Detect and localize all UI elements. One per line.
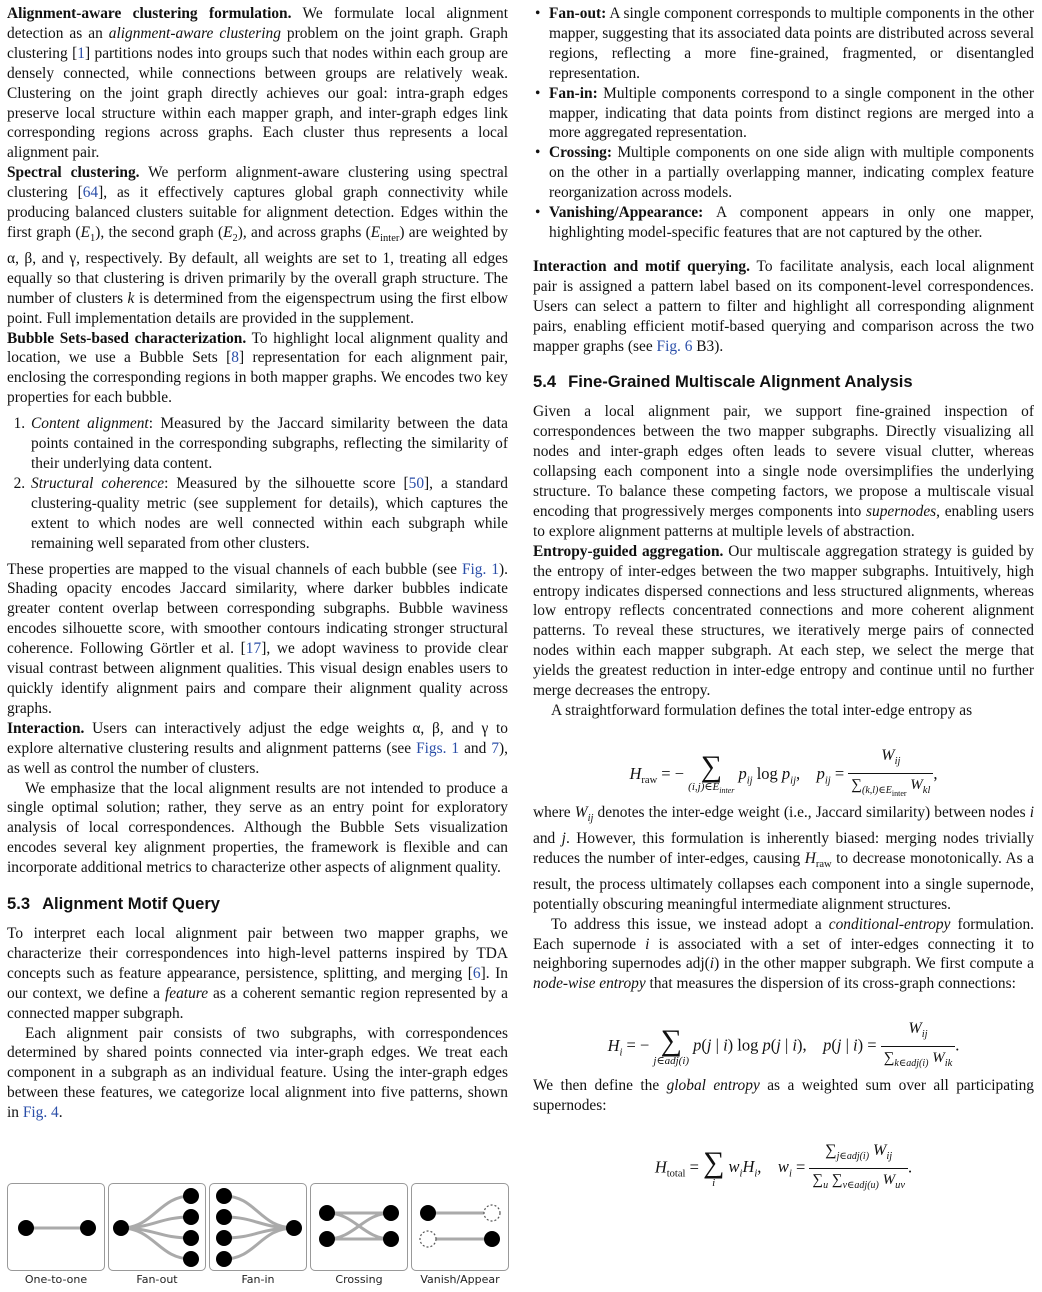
text: ] representation for each alignment pair, enclosing the corresponding regions in both mapper graphs. We encodes two key properties for each bubble. bbox=[7, 349, 508, 407]
text: formulation. Each supernode bbox=[533, 915, 1034, 953]
text: ], a standard clustering-quality metric (see supplement for details), which captures the extent to which nodes are well connected within each subgraph while remaining well separated from other clusters. bbox=[31, 474, 508, 552]
node bbox=[183, 1251, 199, 1267]
text: To address this issue, we instead adopt a bbox=[551, 915, 829, 933]
text: as a weighted sum over all participating supernodes: bbox=[533, 1077, 1034, 1115]
citation-link[interactable]: 6 bbox=[472, 964, 481, 982]
paragraph-entropy-guided bbox=[533, 542, 1034, 701]
node bbox=[183, 1230, 199, 1246]
text: ] partitions nodes into groups such that nodes within each group are densely connected, while connections between groups are relatively weak. Clustering on the joint graph directly achieves our goal: intra-graph edges preserve local structure within each mapper graph, and inter-graph edges link corresponding regions across graphs. Each cluster thus represents a local alignment pair. bbox=[7, 44, 508, 162]
text: where bbox=[533, 803, 575, 821]
node bbox=[216, 1230, 232, 1246]
paragraph-visual-channels bbox=[7, 560, 508, 719]
math: k bbox=[127, 289, 135, 307]
equation-h-raw: $H_{raw}$ = − ∑ $(i,j)\in E_{inter}$ $p_{ij}$ $\log p_{ij}$, $p_{ij}$ = $\frac{W_{ij}}{\sum_{(k,l)\in E_{inter}} W_{kl}}$ , bbox=[629, 746, 938, 799]
text: ), and across graphs ( bbox=[237, 223, 371, 241]
one-to-one-diagram bbox=[8, 1184, 104, 1270]
text: is determined from the eigenspectrum using the first elbow point. Full implementation details are provided in the supplement. bbox=[7, 289, 508, 327]
text: A component appears in only one mapper, highlighting model-specific features that are not captured by the other. bbox=[549, 204, 1034, 241]
panel-fan-out bbox=[108, 1183, 206, 1271]
figure-link[interactable]: Figs. 1 bbox=[416, 739, 460, 757]
node bbox=[383, 1205, 399, 1221]
math: E bbox=[223, 223, 233, 241]
node bbox=[216, 1188, 232, 1204]
node bbox=[319, 1205, 335, 1221]
bullet-item bbox=[549, 4, 1034, 84]
edge bbox=[121, 1217, 191, 1228]
emphasis: Content alignment bbox=[31, 415, 149, 433]
list-item bbox=[29, 414, 508, 474]
panel-label: One-to-one bbox=[24, 1273, 88, 1286]
citation-link[interactable]: 17 bbox=[245, 640, 262, 658]
text: To facilitate analysis, each local alignment pair is assigned a pattern label based on its component-level correspondences. Users can select a pattern to filter and highlight all corresponding alignment pairs, enabling efficient motif-based querying and comparison across the two mapper graphs (see bbox=[533, 257, 1034, 355]
text: Our multiscale aggregation strategy is guided by the entropy of inter-edges between the two mapper subgraphs. Intuitively, high entropy indicates dispersed connections and less structured alignments, whereas low entropy reflects concentrated connections and more coherent alignment patterns. To reveal these structures, we iteratively merge pairs of connected nodes within each mapper subgraph. At each step, we select the merge that yields the greatest reduction in inter-edge entropy and continue until no further merge decreases the entropy. bbox=[533, 542, 1034, 700]
paragraph-bubble-sets bbox=[7, 329, 508, 409]
figure-link[interactable]: Fig. 6 bbox=[656, 337, 693, 355]
bullet-head: Crossing: bbox=[549, 144, 612, 162]
text: B3). bbox=[692, 337, 724, 355]
paragraph-where bbox=[533, 803, 1034, 915]
node bbox=[80, 1220, 96, 1236]
text: and bbox=[533, 829, 562, 847]
math: H bbox=[804, 849, 816, 867]
text: These properties are mapped to the visual channels of each bubble (see bbox=[7, 560, 462, 578]
paragraph-spectral-clustering bbox=[7, 163, 508, 328]
text: ) are weighted by α, β, and γ, respectively. By default, all weights are set to 1, treating all edges equally so that clustering is driven primarily by the overall graph structure. The number of clusters bbox=[7, 223, 508, 307]
paragraph-emphasize: We emphasize that the local alignment results are not intended to produce a single optimal solution; rather, they serve as an entry point for exploratory analysis of local correspondences. Although the Bubble Sets visualization encodes several key alignment properties, the framework is flexible and can incorporate additional metrics to characterize other aspects of alignment quality. bbox=[7, 779, 508, 877]
bullet-item bbox=[549, 143, 1034, 203]
emphasis: Structural coherence bbox=[31, 474, 165, 492]
crossing-diagram bbox=[311, 1184, 407, 1270]
text: ], as it effectively captures global graph connectivity while producing balanced clusters suitable for alignment detection. Edges within the first graph ( bbox=[7, 184, 508, 241]
paragraph-motif-querying bbox=[533, 257, 1034, 357]
math-sub: inter bbox=[380, 233, 400, 245]
citation-link[interactable]: 8 bbox=[231, 349, 239, 367]
section-title: Fine-Grained Multiscale Alignment Analysis bbox=[568, 372, 913, 392]
text: , enabling users to explore alignment patterns at multiple levels of abstraction. bbox=[533, 502, 1035, 540]
edge bbox=[224, 1217, 294, 1228]
node bbox=[216, 1251, 232, 1267]
run-in-heading: Interaction. bbox=[7, 719, 85, 737]
missing-node bbox=[484, 1205, 500, 1221]
text: Users can interactively adjust the edge weights α, β, and γ to explore alternative clustering results and alignment patterns (see bbox=[7, 719, 508, 757]
node bbox=[319, 1231, 335, 1247]
text: We perform alignment-aware clustering using spectral clustering [ bbox=[7, 164, 508, 202]
text: ], we adopt waviness to provide clear visual contrast between alignment qualities. This visual design enables users to quickly identify alignment pairs and compare their alignment quality across graphs. bbox=[7, 640, 508, 717]
paragraph-fine-grained bbox=[533, 402, 1034, 541]
panel-vanish-appear bbox=[411, 1183, 509, 1271]
text: To highlight local alignment quality and location, we use a Bubble Sets [ bbox=[7, 329, 508, 367]
bullet-head: Fan-in: bbox=[549, 84, 598, 102]
paragraph-alignment-pair bbox=[7, 1024, 508, 1124]
bullet-head: Vanishing/Appearance: bbox=[549, 204, 704, 222]
text: Given a local alignment pair, we support fine-grained inspection of correspondences between the two mapper subgraphs. Directly visualizing all nodes and inter-graph edges often leads to severe visual clutter, whereas collapsing each component into a single node oversimplifies the underlying structure. To balance these competing factors, we propose a multiscale visual encoding that progressively merges components into bbox=[533, 403, 1034, 520]
section-heading-5-4 bbox=[533, 372, 1034, 392]
text: and bbox=[459, 739, 492, 757]
motif-figure bbox=[7, 1183, 509, 1288]
vanish-appear-diagram bbox=[412, 1184, 508, 1270]
paragraph-motif-intro bbox=[7, 924, 508, 1024]
text: A single component corresponds to multiple components in the other mapper, suggesting that its associated data points are distributed across several regions, reflecting a more fine-grained, fragmented, or disentangled representation. bbox=[549, 5, 1034, 82]
text: that measures the dispersion of its cross-graph connections: bbox=[645, 975, 1016, 993]
panel-label: Fan-out bbox=[136, 1273, 178, 1286]
bullet-item bbox=[549, 203, 1034, 243]
pattern-bullet-list bbox=[533, 4, 1034, 243]
text: . However, this formulation is inherently biased: merging nodes trivially reduces the number of inter-edges, causing bbox=[533, 829, 1034, 867]
text: ). Shading opacity encodes Jaccard similarity, where darker bubbles indicate greater content overlap between corresponding subgraphs. Bubble waviness encodes silhouette score, with smoother contours indicating stronger structural coherence. Following Görtler et al. [ bbox=[7, 560, 509, 658]
panel-fan-in bbox=[209, 1183, 307, 1271]
section-number: 5.4 bbox=[533, 372, 557, 392]
paragraph-straightforward: A straightforward formulation defines the total inter-edge entropy as bbox=[551, 702, 973, 719]
text: to decrease monotonically. As a result, the process ultimately collapses each component into a single supernode, potentially obscuring meaningful intermediate alignment structures. bbox=[533, 849, 1034, 913]
node bbox=[18, 1220, 34, 1236]
text: Multiple components on one side align with multiple components on the other in a partially overlapping manner, indicating complex feature reorganization across models. bbox=[549, 144, 1034, 202]
panel-label: Vanish/Appear bbox=[420, 1273, 500, 1286]
run-in-heading: Alignment-aware clustering formulation. bbox=[7, 5, 292, 22]
emphasis: supernodes bbox=[866, 502, 937, 520]
run-in-heading: Bubble Sets-based characterization. bbox=[7, 329, 247, 347]
text: We formulate local alignment detection as an bbox=[7, 5, 508, 42]
text: Each alignment pair consists of two subgraphs, with correspondences determined by shared points connected via inter-graph edges. We treat each component in a subgraph as an individual feature. Using the inter-graph edges between these features, we categorize local alignment into five patterns, shown in bbox=[7, 1024, 508, 1122]
node bbox=[183, 1209, 199, 1225]
text: ) in the other mapper subgraph. We first compute a bbox=[714, 955, 1034, 973]
node bbox=[286, 1220, 302, 1236]
emphasis: global entropy bbox=[666, 1077, 760, 1095]
text: problem on the joint graph. Graph clustering [ bbox=[7, 24, 508, 62]
math: i bbox=[1029, 803, 1034, 821]
text: as a coherent semantic region represented by a connected mapper subgraph. bbox=[7, 984, 508, 1022]
bullet-item bbox=[549, 84, 1034, 144]
edge bbox=[327, 1213, 391, 1239]
node bbox=[420, 1205, 436, 1221]
panel-label: Crossing bbox=[335, 1273, 383, 1286]
citation-link[interactable]: 50 bbox=[408, 474, 425, 492]
run-in-heading: Spectral clustering. bbox=[7, 164, 140, 182]
text: ), as well as control the number of clusters. bbox=[7, 739, 508, 777]
node bbox=[183, 1188, 199, 1204]
math: E bbox=[80, 223, 90, 241]
text: We then define the bbox=[533, 1077, 667, 1095]
list-item bbox=[29, 474, 508, 554]
emphasis: node-wise entropy bbox=[533, 975, 646, 993]
fan-out-diagram bbox=[109, 1184, 205, 1270]
text: is associated with a set of inter-edges connecting it to neighboring supernodes adj( bbox=[533, 935, 1034, 973]
node bbox=[113, 1220, 129, 1236]
panel-label: Fan-in bbox=[241, 1273, 275, 1286]
panel-crossing bbox=[310, 1183, 408, 1271]
paragraph-interaction bbox=[7, 719, 508, 779]
text: : Measured by the silhouette score [ bbox=[164, 474, 409, 492]
math-sub: 1 bbox=[89, 233, 96, 245]
figure-link[interactable]: Fig. 4 bbox=[22, 1104, 59, 1122]
right-column bbox=[533, 4, 1034, 1198]
left-column bbox=[7, 4, 508, 1123]
text: To interpret each local alignment pair between two mapper graphs, we characterize their correspondences into high-level patterns inspired by TDA concepts such as feature appearance, persistence, splitting, and merging [ bbox=[7, 925, 508, 982]
emphasis: conditional-entropy bbox=[828, 915, 951, 933]
paragraph-conditional-entropy bbox=[533, 915, 1034, 995]
text: ]. In our context, we define a bbox=[7, 964, 508, 1002]
emphasis: alignment-aware clustering bbox=[108, 24, 281, 42]
node bbox=[216, 1209, 232, 1225]
math: i bbox=[709, 955, 715, 973]
numbered-list bbox=[7, 414, 508, 553]
run-in-heading: Entropy-guided aggregation. bbox=[533, 542, 724, 560]
node bbox=[484, 1231, 500, 1247]
math: j bbox=[561, 829, 566, 847]
run-in-heading: Interaction and motif querying. bbox=[533, 257, 750, 275]
paragraph-global-entropy bbox=[533, 1076, 1034, 1116]
bullet-head: Fan-out: bbox=[549, 5, 607, 22]
missing-node bbox=[420, 1231, 436, 1247]
text: . bbox=[58, 1104, 63, 1122]
text: denotes the inter-edge weight (i.e., Jaccard similarity) between nodes bbox=[593, 803, 1030, 821]
section-heading-5-3 bbox=[7, 894, 508, 914]
node bbox=[383, 1231, 399, 1247]
section-number: 5.3 bbox=[7, 894, 31, 914]
math-sub: raw bbox=[815, 858, 832, 870]
math: E bbox=[370, 223, 381, 241]
paragraph-clustering-formulation bbox=[7, 4, 508, 163]
figure-link[interactable]: Fig. 1 bbox=[461, 560, 500, 578]
emphasis: feature bbox=[165, 984, 209, 1002]
citation-link[interactable]: 64 bbox=[82, 184, 99, 202]
text: : Measured by the Jaccard similarity between the data points contained in the corresponding subgraphs, reflecting the similarity of their underlying data content. bbox=[31, 415, 508, 473]
text: ), the second graph ( bbox=[95, 223, 224, 241]
figure-link[interactable]: 7 bbox=[491, 739, 500, 757]
equation-h-i: $H_i$ = − ∑ j∈adj(i) p(j | i) log p(j | i), p(j | i) = $\frac{W_{ij}}{\sum_{k\in adj(i)} W_{ik}}$ . bbox=[607, 1020, 960, 1070]
citation-link[interactable]: 1 bbox=[77, 44, 85, 62]
text: Multiple components correspond to a single component in the other mapper, indicating that data points from distinct regions are merged into a more aggregated representation. bbox=[549, 84, 1034, 142]
math-sub: 2 bbox=[232, 233, 238, 245]
panel-one-to-one bbox=[7, 1183, 105, 1271]
fan-in-diagram bbox=[210, 1184, 306, 1270]
math: $W_{ij}$ bbox=[574, 803, 594, 824]
equation-h-total: $H_{total}$ = ∑ i $w_iH_i$, $w_i$ = $\frac{\sum_{j\in adj(i)} W_{ij}}{\sum_u \sum_{v\in adj(u)} W_{uv}}$ . bbox=[654, 1142, 913, 1192]
section-title: Alignment Motif Query bbox=[42, 894, 220, 914]
math: i bbox=[645, 935, 650, 953]
